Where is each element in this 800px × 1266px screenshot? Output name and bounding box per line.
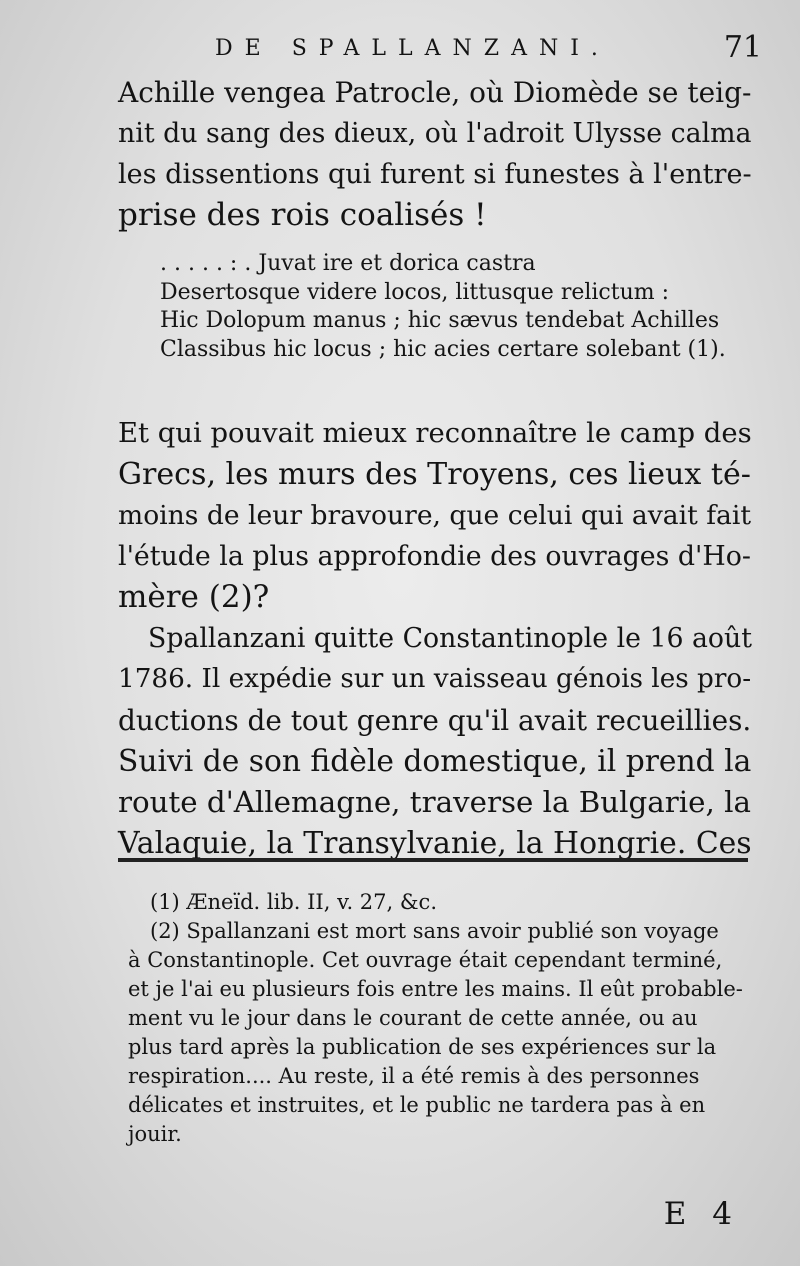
text-line: prise des rois coalisés ! [118, 197, 487, 233]
footnote-2-line: à Constantinople. Cet ouvrage était cependant terminé, [128, 948, 723, 972]
text-line: route d'Allemagne, traverse la Bulgarie, la [118, 785, 751, 819]
footnote-2-line: (2) Spallanzani est mort sans avoir publié son voyage [150, 919, 719, 943]
footnote-rule [118, 858, 748, 862]
latin-quotation [160, 250, 728, 364]
text-line: l'étude la plus approfondie des ouvrages d'Ho- [118, 541, 751, 572]
footnote-2-line: et je l'ai eu plusieurs fois entre les mains. Il eût probable- [128, 977, 743, 1001]
quote-line: . . . . . : . Juvat ire et dorica castra [160, 251, 536, 276]
footnotes [128, 888, 760, 1149]
text-line: mère (2)? [118, 579, 270, 615]
text-line: Valaquie, la Transylvanie, la Hongrie. Ces [118, 826, 752, 861]
text-line: moins de leur bravoure, que celui qui avait fait [118, 500, 752, 531]
page-number: 71 [723, 30, 762, 65]
quote-line: Classibus hic locus ; hic acies certare solebant (1). [160, 336, 726, 362]
quote-line: Hic Dolopum manus ; hic sævus tendebat Achilles [160, 308, 720, 333]
footnote-2-line: ment vu le jour dans le courant de cette année, ou au [128, 1006, 698, 1030]
text-line: Et qui pouvait mieux reconnaître le camp des [118, 418, 752, 449]
paragraph-2 [118, 413, 758, 618]
text-line: les dissentions qui furent si funestes à l'entre- [118, 159, 752, 190]
footnote-1: (1) Æneïd. lib. II, v. 27, &c. [150, 890, 437, 914]
text-line: 1786. Il expédie sur un vaisseau génois les pro- [118, 664, 752, 694]
text-line: Suivi de son fidèle domestique, il prend la [118, 744, 752, 779]
footnote-2-line: jouir. [128, 1122, 182, 1146]
signature-mark: E 4 [663, 1196, 740, 1232]
footnote-2-line: délicates et instruites, et le public ne tardera pas à en [128, 1093, 706, 1117]
running-title: DE SPALLANZANI. [215, 36, 610, 61]
text-line: Spallanzani quitte Constantinople le 16 août [148, 623, 752, 654]
running-header [215, 30, 762, 70]
text-line: Achille vengea Patrocle, où Diomède se teig- [118, 76, 752, 109]
text-line: Grecs, les murs des Troyens, ces lieux té- [118, 457, 751, 492]
quote-line: Desertosque videre locos, littusque relictum : [160, 279, 670, 305]
main-text [118, 72, 758, 864]
paragraph-3 [118, 618, 758, 864]
footnote-2-line: respiration.... Au reste, il a été remis à des personnes [128, 1064, 700, 1088]
paragraph-1 [118, 72, 758, 236]
footnote-2-line: plus tard après la publication de ses expériences sur la [128, 1035, 717, 1059]
text-line: nit du sang des dieux, où l'adroit Ulysse calma [118, 118, 752, 149]
text-line: ductions de tout genre qu'il avait recueillies. [118, 704, 752, 737]
